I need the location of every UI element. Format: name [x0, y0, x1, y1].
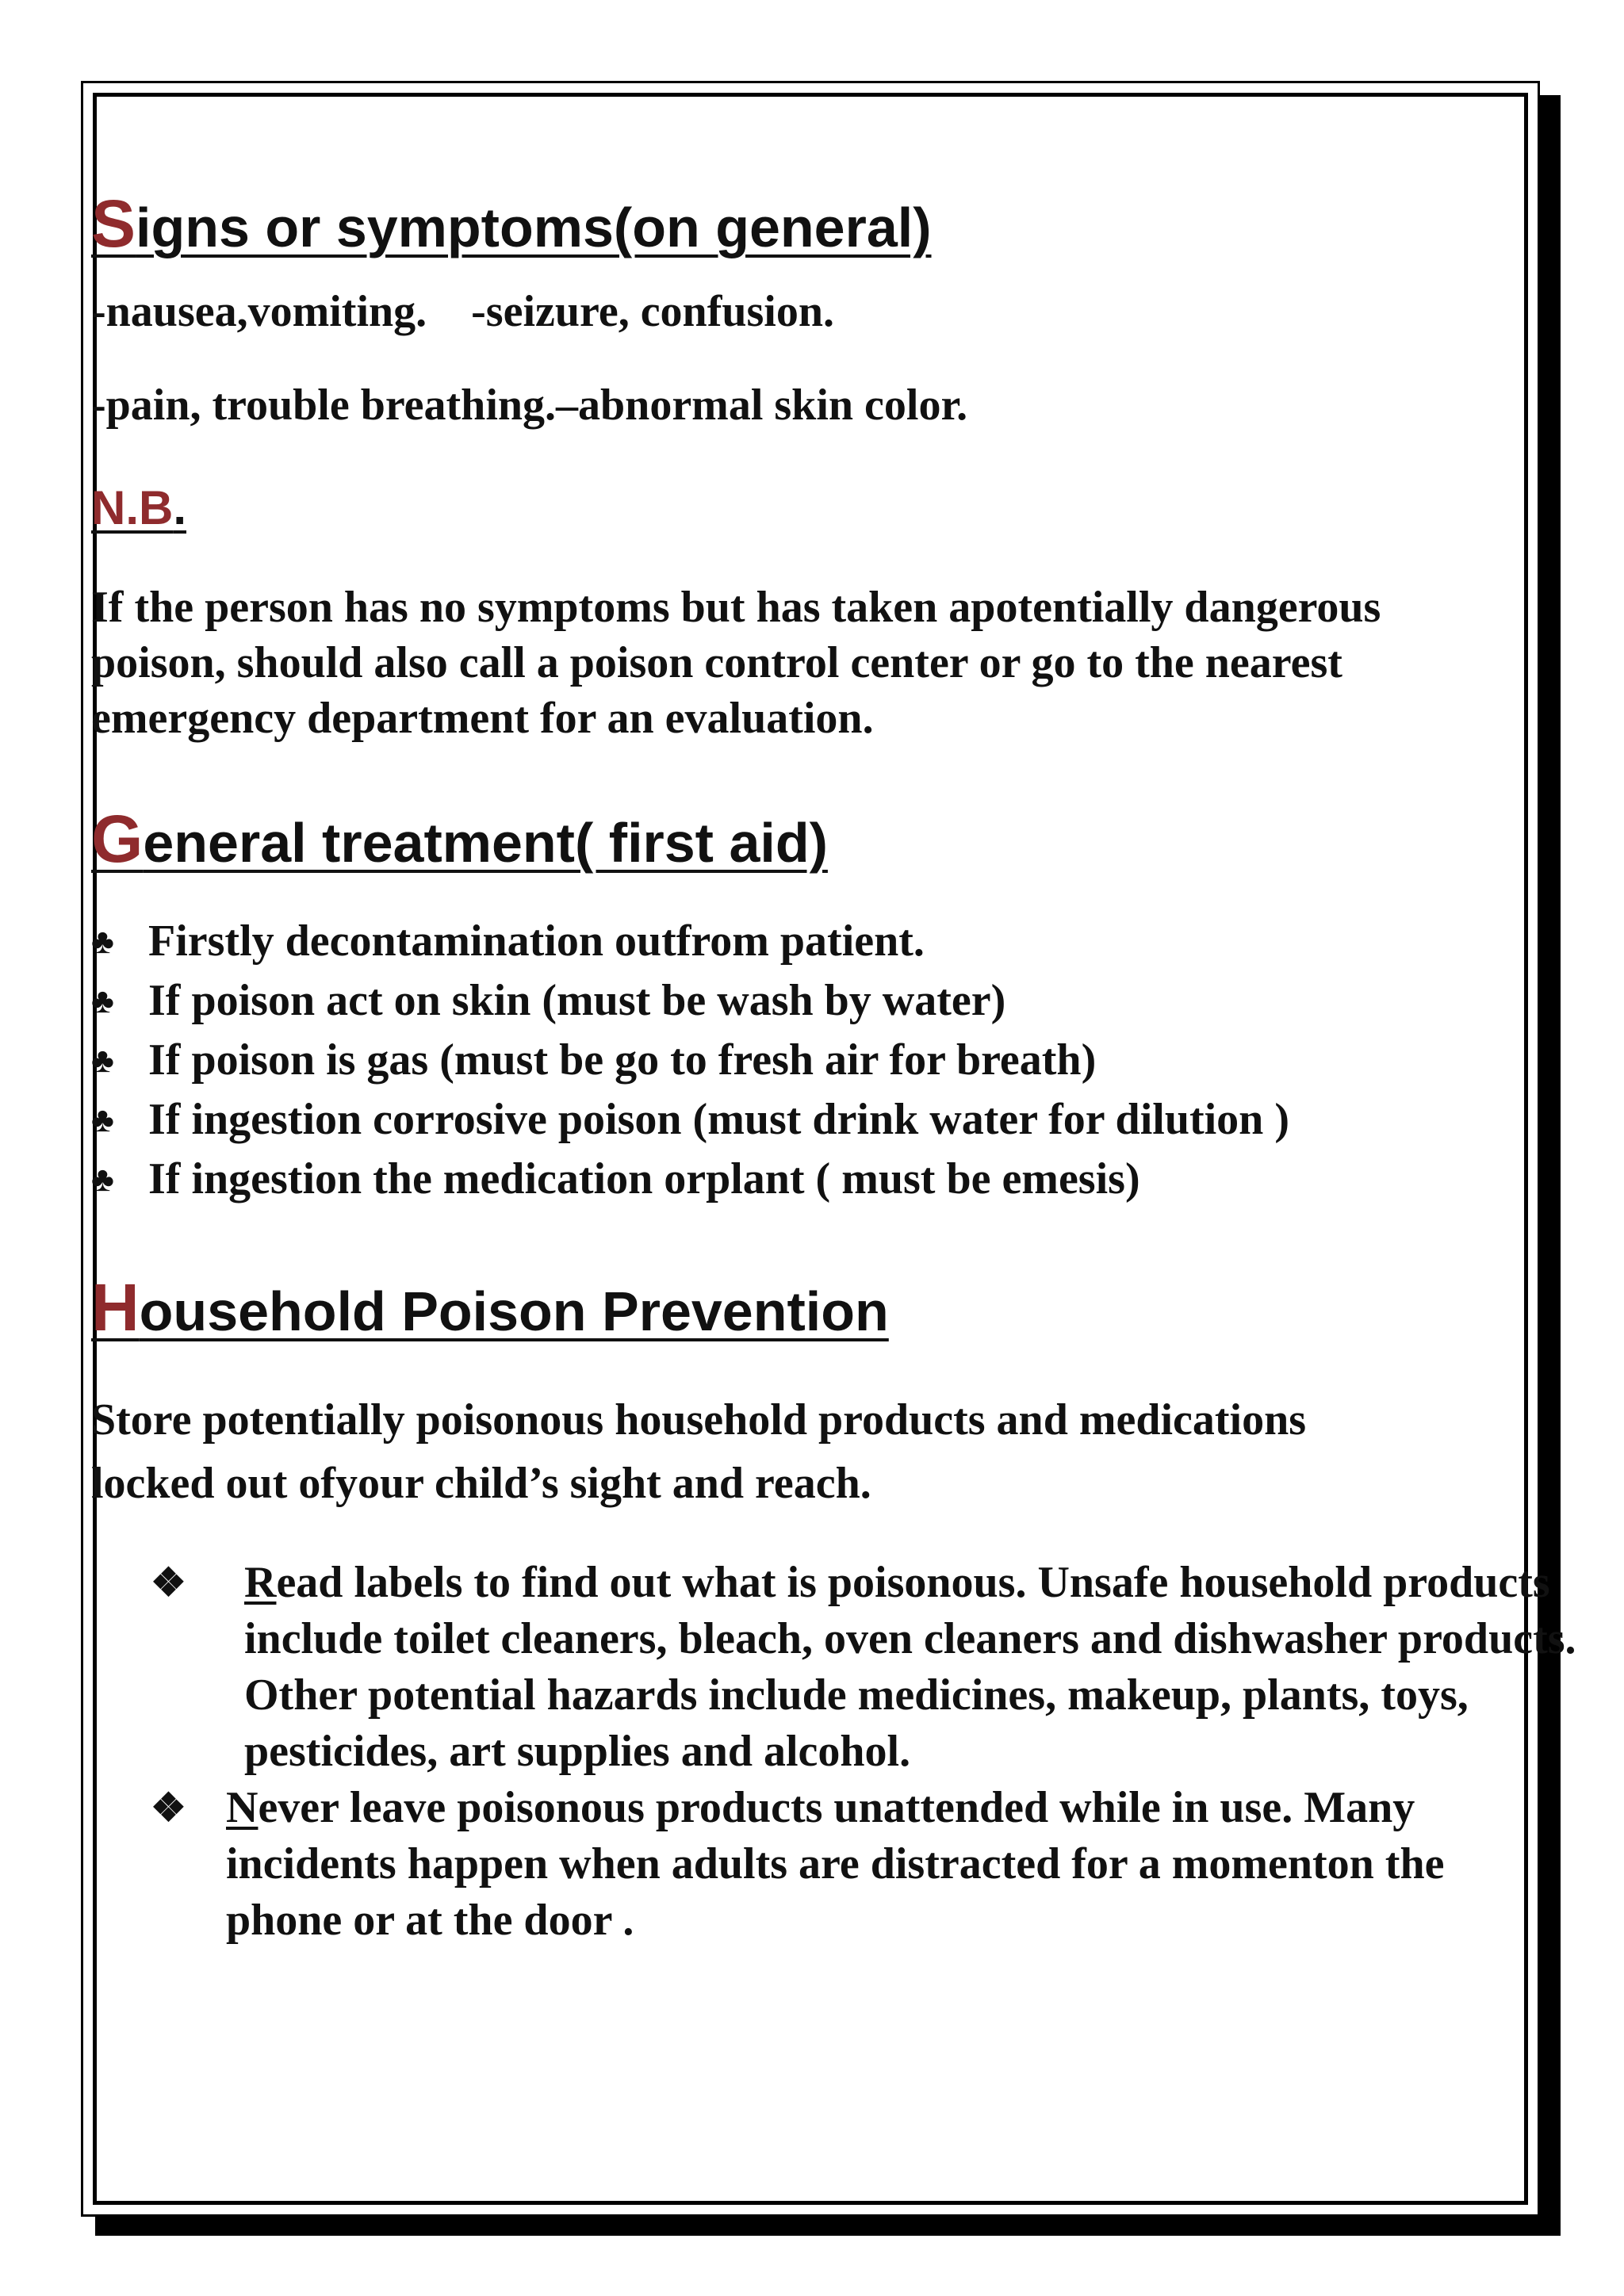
- nb-paragraph: If the person has no symptoms but has taken apotentially dangerous poison, should also call a poison control center or go to the nearest emergency department for an evaluation.: [91, 583, 1381, 743]
- list-item-text: If ingestion corrosive poison (must drink water for dilution ): [148, 1095, 1289, 1144]
- diamond-bullet-icon: ❖: [151, 1560, 186, 1605]
- prevention-intro-line-2: locked out ofyour child’s sight and reach.: [91, 1459, 871, 1508]
- list-item: [91, 1090, 1534, 1150]
- club-bullet-icon: ♣: [91, 1041, 114, 1080]
- nb-label-period: .: [173, 481, 187, 534]
- list-item: [91, 1555, 1584, 1780]
- signs-heading-initial: S: [91, 186, 136, 261]
- list-item: [91, 971, 1534, 1031]
- signs-line-1: -nausea,vomiting. -seizure, confusion.: [91, 287, 834, 336]
- list-item: [91, 1031, 1534, 1090]
- club-bullet-icon: ♣: [91, 922, 114, 961]
- nb-label: [91, 480, 1534, 535]
- treatment-heading-text: eneral treatment( first aid): [143, 812, 828, 874]
- club-bullet-icon: ♣: [91, 1160, 114, 1199]
- list-item-text: ead labels to find out what is poisonous. Unsafe household products include toilet cleaners, bleach, oven cleaners and dishwasher products. Other potential hazards include medicines, makeup, plants, toys, pesticides, art supplies and alcohol.: [244, 1558, 1576, 1776]
- list-item-text: If poison is gas (must be go to fresh air for breath): [148, 1035, 1097, 1085]
- list-item-initial: R: [244, 1558, 277, 1607]
- diamond-bullet-icon: ❖: [151, 1785, 186, 1830]
- signs-heading: [91, 186, 1534, 261]
- club-bullet-icon: ♣: [91, 982, 114, 1020]
- club-bullet-icon: ♣: [91, 1100, 114, 1139]
- treatment-list: [91, 912, 1534, 1209]
- document-content: [91, 186, 1576, 1949]
- prevention-heading: [91, 1270, 1534, 1345]
- list-item: [91, 1780, 1526, 1949]
- prevention-heading-initial: H: [91, 1270, 140, 1345]
- treatment-heading-initial: G: [91, 802, 144, 876]
- list-item: [91, 912, 1534, 971]
- nb-label-text: N.B: [91, 481, 174, 534]
- prevention-intro-line-1: Store potentially poisonous household products and medications: [91, 1395, 1307, 1445]
- list-item-text: If poison act on skin (must be wash by water): [148, 976, 1006, 1025]
- treatment-heading: [91, 802, 1534, 876]
- prevention-list: [91, 1555, 1576, 1949]
- list-item-text: ever leave poisonous products unattended while in use. Many incidents happen when adults are distracted for a momenton the phone or at the door .: [226, 1783, 1445, 1945]
- list-item-text: If ingestion the medication orplant ( must be emesis): [148, 1154, 1140, 1203]
- list-item-text: Firstly decontamination outfrom patient.: [148, 916, 925, 966]
- signs-line-2: -pain, trouble breathing.–abnormal skin color.: [91, 381, 968, 430]
- prevention-heading-text: ousehold Poison Prevention: [139, 1280, 889, 1342]
- signs-heading-text: igns or symptoms(on general): [136, 197, 932, 258]
- list-item-initial: N: [226, 1783, 259, 1832]
- list-item: [91, 1150, 1534, 1209]
